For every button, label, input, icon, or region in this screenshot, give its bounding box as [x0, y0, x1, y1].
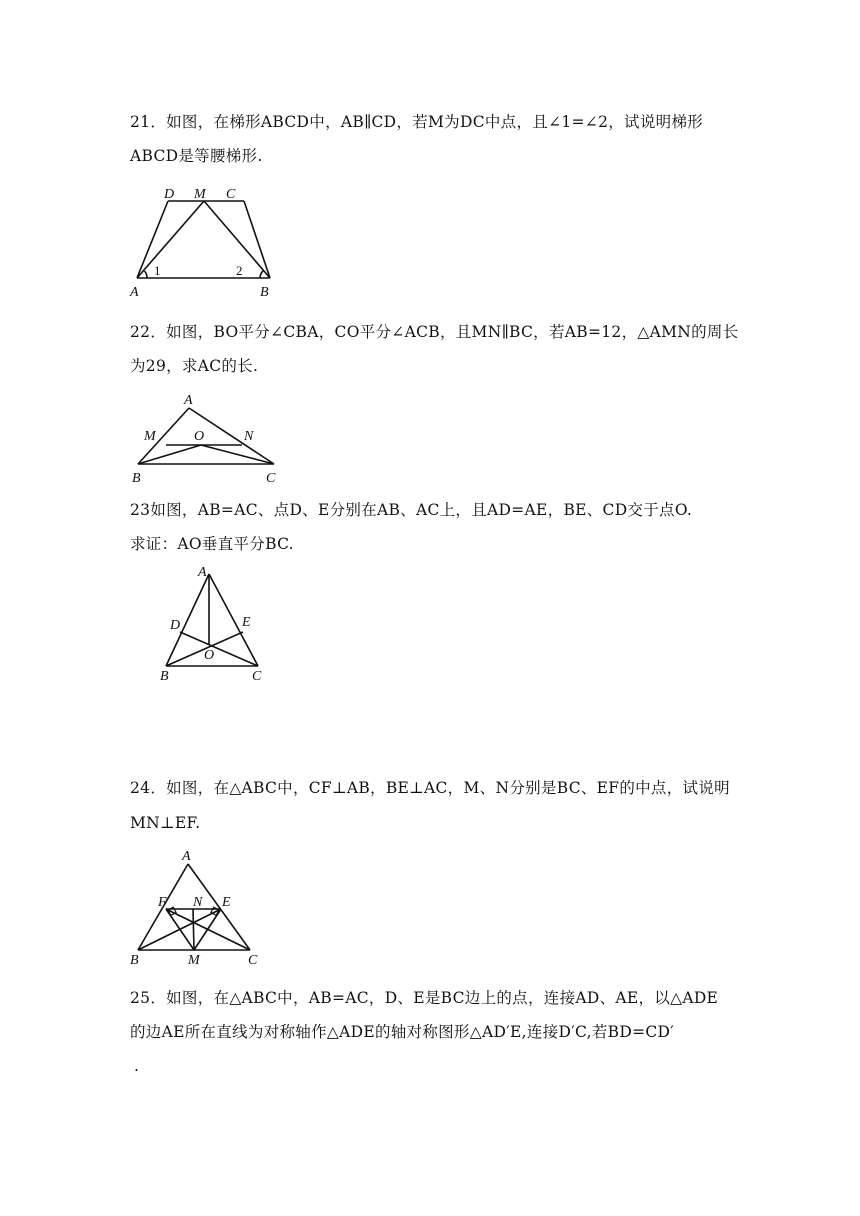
altitudes-triangle-figure: [128, 846, 268, 970]
label-angle-2: 2: [236, 263, 243, 278]
segment-nm: [193, 909, 194, 950]
problem-25-line-1: 25．如图，在△ABC中，AB=AC，D、E是BC边上的点，连接AD、AE，以△ADE: [130, 989, 719, 1007]
segment-cd: [180, 632, 258, 666]
problem-24-line-1: 24．如图，在△ABC中，CF⊥AB，BE⊥AC，M、N分别是BC、EF的中点，试说明: [130, 779, 730, 797]
problem-21-line-2: ABCD是等腰梯形.: [130, 147, 263, 165]
label-b: B: [130, 953, 139, 968]
label-n: N: [244, 429, 254, 444]
label-b: B: [160, 669, 169, 684]
angle-2-arc: [260, 271, 264, 279]
problem-23-line-2: 求证：AO垂直平分BC.: [130, 535, 294, 553]
label-c: C: [226, 187, 236, 202]
problem-22-line-1: 22．如图，BO平分∠CBA，CO平分∠ACB，且MN∥BC，若AB=12，△AMN的周长: [130, 323, 739, 341]
label-o: O: [204, 648, 215, 663]
segment-am: [137, 201, 204, 278]
label-m: M: [144, 429, 156, 444]
label-m: M: [194, 187, 206, 202]
problem-25-line-3: .: [134, 1057, 140, 1075]
triangle-mn-parallel-figure: [128, 392, 288, 488]
label-c: C: [248, 953, 258, 968]
label-angle-1: 1: [154, 263, 161, 278]
label-b: B: [260, 285, 269, 300]
problem-25-line-2: 的边AE所在直线为对称轴作△ADE的轴对称图形△AD′E,连接D′C,若BD=CD′: [130, 1023, 675, 1041]
label-a: A: [184, 393, 193, 408]
label-o: O: [194, 429, 205, 444]
label-a: A: [198, 565, 207, 580]
problem-22-line-2: 为29，求AC的长.: [130, 357, 259, 375]
label-e: E: [242, 615, 251, 630]
label-d: D: [164, 187, 175, 202]
angle-1-arc: [145, 271, 148, 278]
label-c: C: [266, 471, 276, 486]
problem-23-line-1: 23如图，AB=AC、点D、E分别在AB、AC上，且AD=AE，BE、CD交于点O.: [130, 501, 693, 519]
label-a: A: [130, 285, 139, 300]
label-a: A: [182, 849, 191, 864]
label-m: M: [188, 953, 200, 968]
trapezoid-figure: [128, 184, 288, 300]
segment-co: [201, 445, 274, 464]
label-b: B: [132, 471, 141, 486]
segment-ad: [137, 201, 168, 278]
isosceles-triangle-figure: [156, 562, 276, 686]
problem-21-line-1: 21．如图，在梯形ABCD中，AB∥CD，若M为DC中点，且∠1=∠2，试说明梯形: [130, 113, 704, 131]
segment-bc: [244, 201, 270, 278]
problem-24-line-2: MN⊥EF.: [130, 814, 201, 832]
label-n: N: [193, 895, 203, 910]
segment-ac: [209, 574, 258, 666]
label-e: E: [222, 895, 231, 910]
label-f: F: [158, 895, 167, 910]
label-d: D: [170, 618, 181, 633]
label-c: C: [252, 669, 262, 684]
